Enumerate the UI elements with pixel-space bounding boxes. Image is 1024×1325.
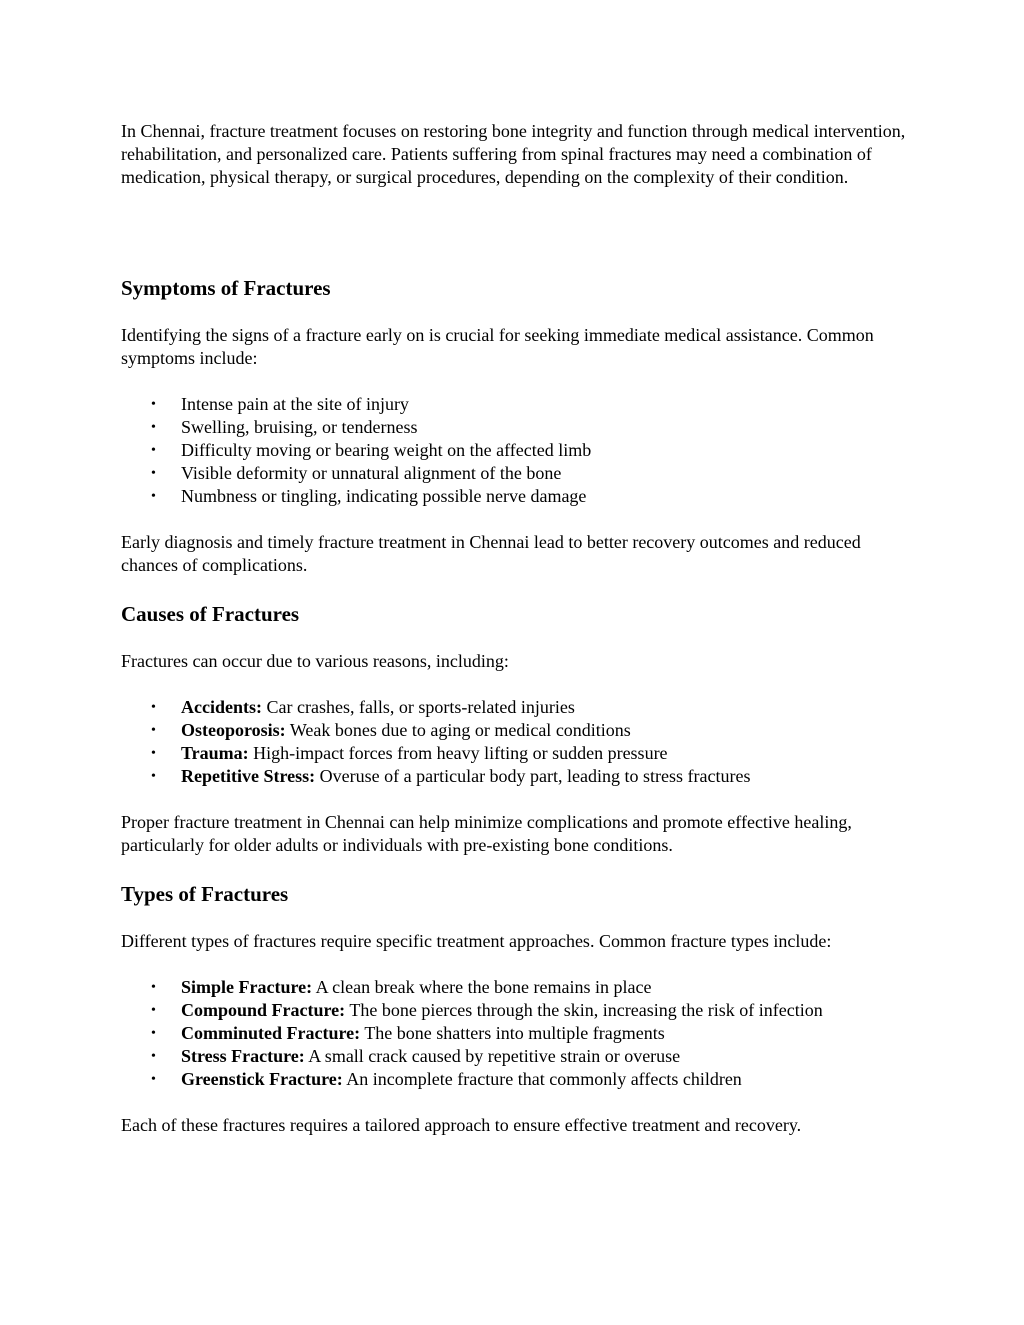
list-item-description: A clean break where the bone remains in place xyxy=(312,977,652,997)
list-item-text: Difficulty moving or bearing weight on the affected limb xyxy=(181,440,592,460)
causes-list xyxy=(121,696,911,788)
types-list xyxy=(121,976,911,1091)
list-item-text: Swelling, bruising, or tenderness xyxy=(181,417,418,437)
list-item-term: Repetitive Stress: xyxy=(181,766,316,786)
list-item xyxy=(121,1068,911,1091)
list-item-term: Osteoporosis: xyxy=(181,720,286,740)
bullet-icon: • xyxy=(151,443,156,458)
list-item-term: Greenstick Fracture: xyxy=(181,1069,343,1089)
types-closing-paragraph: Each of these fractures requires a tailored approach to ensure effective treatment and recovery. xyxy=(121,1115,802,1135)
list-item-text: Intense pain at the site of injury xyxy=(181,394,409,414)
bullet-icon: • xyxy=(151,700,156,715)
list-item xyxy=(121,485,911,508)
list-item-term: Compound Fracture: xyxy=(181,1000,346,1020)
symptoms-heading: Symptoms of Fractures xyxy=(121,276,331,300)
list-item-description: Car crashes, falls, or sports-related injuries xyxy=(261,697,575,717)
list-item xyxy=(121,393,911,416)
list-item-description: Weak bones due to aging or medical conditions xyxy=(285,720,631,740)
symptoms-lead-paragraph: Identifying the signs of a fracture early on is crucial for seeking immediate medical assistance. Common symptoms include: xyxy=(121,325,874,368)
list-item-description: An incomplete fracture that commonly affects children xyxy=(342,1069,742,1089)
bullet-icon: • xyxy=(151,1072,156,1087)
list-item-term: Stress Fracture: xyxy=(181,1046,305,1066)
list-item-description: The bone pierces through the skin, increasing the risk of infection xyxy=(345,1000,823,1020)
list-item xyxy=(121,765,911,788)
list-item xyxy=(121,1045,911,1068)
bullet-icon: • xyxy=(151,746,156,761)
types-heading: Types of Fractures xyxy=(121,882,289,906)
list-item-description: Overuse of a particular body part, leading to stress fractures xyxy=(315,766,751,786)
list-item-text: Visible deformity or unnatural alignment of the bone xyxy=(181,463,562,483)
types-lead-paragraph: Different types of fractures require specific treatment approaches. Common fracture types include: xyxy=(121,931,832,951)
list-item xyxy=(121,1022,911,1045)
list-item-description: A small crack caused by repetitive strain or overuse xyxy=(304,1046,681,1066)
causes-lead-paragraph: Fractures can occur due to various reasons, including: xyxy=(121,651,509,671)
list-item-term: Accidents: xyxy=(181,697,262,717)
list-item xyxy=(121,696,911,719)
symptoms-list xyxy=(121,393,911,508)
bullet-icon: • xyxy=(151,466,156,481)
bullet-icon: • xyxy=(151,1026,156,1041)
list-item xyxy=(121,462,911,485)
list-item xyxy=(121,439,911,462)
causes-closing-paragraph: Proper fracture treatment in Chennai can help minimize complications and promote effective healing, particularly for older adults or individuals with pre-existing bone conditions. xyxy=(121,812,852,855)
list-item xyxy=(121,742,911,765)
intro-paragraph: In Chennai, fracture treatment focuses on restoring bone integrity and function through medical intervention, rehabilitation, and personalized care. Patients suffering from spinal fractures may need a combination of medication, physical therapy, or surgical procedures, depending on the complexity of their condition. xyxy=(121,121,906,187)
bullet-icon: • xyxy=(151,980,156,995)
bullet-icon: • xyxy=(151,769,156,784)
bullet-icon: • xyxy=(151,1049,156,1064)
document-page xyxy=(121,120,911,1137)
list-item xyxy=(121,416,911,439)
list-item-term: Simple Fracture: xyxy=(181,977,313,997)
bullet-icon: • xyxy=(151,489,156,504)
symptoms-closing-paragraph: Early diagnosis and timely fracture treatment in Chennai lead to better recovery outcomes and reduced chances of complications. xyxy=(121,532,861,575)
list-item-description: The bone shatters into multiple fragments xyxy=(360,1023,665,1043)
list-item xyxy=(121,999,911,1022)
bullet-icon: • xyxy=(151,420,156,435)
bullet-icon: • xyxy=(151,1003,156,1018)
bullet-icon: • xyxy=(151,723,156,738)
list-item-description: High-impact forces from heavy lifting or sudden pressure xyxy=(248,743,668,763)
list-item-term: Comminuted Fracture: xyxy=(181,1023,361,1043)
list-item-term: Trauma: xyxy=(181,743,249,763)
bullet-icon: • xyxy=(151,397,156,412)
list-item xyxy=(121,719,911,742)
causes-heading: Causes of Fractures xyxy=(121,602,300,626)
list-item-text: Numbness or tingling, indicating possible nerve damage xyxy=(181,486,587,506)
list-item xyxy=(121,976,911,999)
